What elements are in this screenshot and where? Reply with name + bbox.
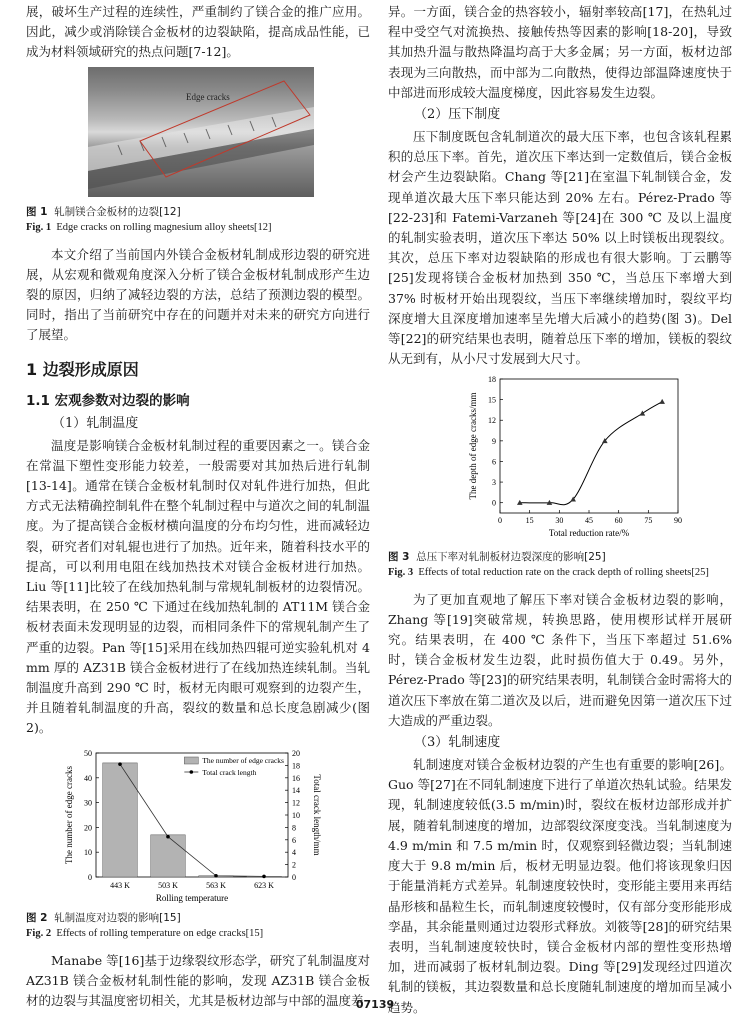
intro-paragraph: 本文介绍了当前国内外镁合金板材轧制成形边裂的研究进展，从宏观和微观角度深入分析了镁合金板材轧制成形产生边裂的原因，归纳了减轻边裂的方法，总结了预测边裂的模型。同时，指出了当前研究中存在的问题并对未来的研究方向进行了展望。 <box>26 246 370 343</box>
y2-tick-label: 20 <box>292 748 300 758</box>
figure-1-caption-cn: 图 1 轧制镁合金板材的边裂[12] <box>26 205 181 218</box>
bar <box>103 763 138 877</box>
y2-tick-label: 10 <box>292 810 300 820</box>
line-point <box>166 835 170 839</box>
zhang-paragraph: 为了更加直观地了解压下率对镁合金板材边裂的影响，Zhang 等[19]突破常规，转换思路，使用楔形试样开展研究。结果表明，在 400 ℃ 条件下，当压下率超过 51.6% 时，镁合金板材发生边裂，此时损伤值大于 0.49。另外，Pérez-Prado 等[23]的研究结果表明，轧制镁合金时需将大的道次压下率放在第二道次及以后，进而避免因第一道次压下过大造成的严重边裂。 <box>388 591 732 728</box>
temperature-paragraph: 温度是影响镁合金板材轧制过程的重要因素之一。镁合金在常温下塑性变形能力较差，一般需要对其加热后进行轧制[13-14]。通常在镁合金板材轧制时仅对轧件进行加热，但此方式无法精确控制轧件在整个轧制过程中与道次之间的轧制温度。为了提高镁合金板材横向温度的分布均匀性，进而减轻边裂，研究者们对轧辊也进行了加热。近年来，随着科技水平的提高，可以利用电阻在线加热技术对镁合金板材进行加热。Liu 等[11]比较了在线加热轧制与常规轧制板材的边裂情况。结果表明，在 250 ℃ 下通过在线加热轧制的 AT11M 镁合金板材表面未发现明显的边裂，而相同条件下的常规轧制产生了严重的边裂。Pan 等[15]采用在线加热四辊可逆实验轧机对 4 mm 厚的 AZ31B 镁合金板材进行了在线加热连续轧制。当轧制温度升高到 290 ℃ 时，板材无肉眼可观察到的边裂产生，并且随着轧制温度的升高，裂纹的数量和总长度急剧减少(图 2)。 <box>26 437 370 736</box>
right-column <box>388 0 732 1018</box>
subheading-rolling-temperature: （1）轧制温度 <box>52 415 139 431</box>
line-point <box>214 874 218 878</box>
left-column <box>26 0 370 1011</box>
subheading-rolling-speed: （3）轧制速度 <box>414 735 501 751</box>
x-tick-label: 443 K <box>110 880 130 890</box>
x-axis-label: Total reduction rate/% <box>548 528 630 539</box>
y-tick-label: 30 <box>84 798 92 808</box>
data-point <box>640 411 646 416</box>
y2-tick-label: 4 <box>292 847 296 857</box>
x-tick-label: 90 <box>674 516 682 526</box>
legend-line-label: Total crack length <box>202 767 257 777</box>
x-tick-label: 75 <box>644 516 653 526</box>
legend-bar-label: The number of edge cracks <box>202 755 284 765</box>
y-tick-label: 9 <box>492 437 496 447</box>
figure-2 <box>26 745 370 941</box>
y-tick-label: 12 <box>488 416 496 426</box>
y2-tick-label: 18 <box>292 761 300 771</box>
y-tick-label: 0 <box>88 872 92 882</box>
y-tick-label: 50 <box>84 748 92 758</box>
y2-tick-label: 6 <box>292 835 296 845</box>
legend-line-marker <box>190 770 194 774</box>
figure-2-caption-en: Fig. 2 Effects of rolling temperature on edge cracks[15] <box>26 927 264 939</box>
reduction-paragraph: 压下制度既包含轧制道次的最大压下率，也包含该轧程累积的总压下率。首先，道次压下率达到一定数值后，镁合金板材会产生边裂缺陷。Chang 等[21]在室温下轧制镁合金，发现单道次最大压下率只能达到 20% 左右。Pérez-Prado 等[22-23]和 Fatemi-Varzaneh 等[24]在 300 ℃ 及以上温度的轧制实验表明，道次压下率达 50% 以上时镁板出现裂纹。其次，总压下率对边裂缺陷的形成也有很大影响。丁云鹏等[25]发现将镁合金板材加热到 350 ℃，当总压下率增大到 37% 时板材开始出现裂纹，当压下率继续增加时，裂纹平均深度增大且深度增加速率呈先增大后减小的趋势(图 3)。Del 等[22]的研究结果也表明，随着总压下率的增加，镁板的裂纹从无到有，从小尺寸发展到大尺寸。 <box>388 129 732 367</box>
fit-curve <box>520 402 662 505</box>
x-tick-label: 45 <box>585 516 593 526</box>
page-number: 07139 <box>355 998 395 1011</box>
y-tick-label: 18 <box>488 375 496 385</box>
y2-tick-label: 16 <box>292 773 300 783</box>
y2-tick-label: 14 <box>292 785 300 795</box>
subheading-reduction-schedule: （2）压下制度 <box>414 107 501 123</box>
edge-cracks-label: Edge cracks <box>186 91 230 102</box>
figure-3 <box>388 373 732 579</box>
edge-crack-photo-overlay <box>88 67 314 197</box>
x-tick-label: 15 <box>525 516 534 526</box>
x-tick-label: 0 <box>498 516 502 526</box>
y-tick-label: 6 <box>492 457 496 467</box>
x-tick-label: 60 <box>614 516 623 526</box>
right-top-paragraph: 异。一方面，镁合金的热容较小，辐射率较高[17]，在热轧过程中受空气对流换热、接触传热等因素的影响[18-20]，导致其加热升温与散热降温均高于大多金属；另一方面，板材边部表现为三向散热，而中部为二向散热，使得边部温降速度快于中部进而形成较大温度梯度，因此容易发生边裂。 <box>388 4 732 100</box>
y-tick-label: 20 <box>84 823 92 833</box>
y-tick-label: 15 <box>488 396 496 406</box>
y-axis-label: The number of edge cracks <box>64 765 74 864</box>
y-tick-label: 3 <box>492 478 496 488</box>
section-1-1-heading: 1.1 宏观参数对边裂的影响 <box>26 392 190 409</box>
y2-tick-label: 8 <box>292 823 296 833</box>
y2-tick-label: 0 <box>292 872 296 882</box>
figure-2-caption-cn: 图 2 轧制温度对边裂的影响[15] <box>26 911 181 924</box>
chart-crack-depth-vs-reduction <box>388 373 732 543</box>
line-point <box>118 762 122 766</box>
x-tick-label: 623 K <box>254 880 274 890</box>
line-point <box>262 874 266 878</box>
y2-tick-label: 2 <box>292 860 296 870</box>
chart-edge-cracks-vs-temperature <box>26 745 370 905</box>
y2-axis-label: Total crack length/mm <box>312 774 322 856</box>
series-line-total-crack-length <box>120 764 264 876</box>
y-tick-label: 10 <box>84 847 92 857</box>
figure-1 <box>26 67 370 235</box>
bar <box>151 835 186 877</box>
y2-tick-label: 12 <box>292 798 300 808</box>
data-point <box>659 399 665 404</box>
x-axis-label: Rolling temperature <box>155 892 229 903</box>
section-1-heading: 1 边裂形成原因 <box>26 359 139 379</box>
legend-bar-swatch <box>184 757 198 764</box>
plot-frame <box>500 379 678 513</box>
y-tick-label: 40 <box>84 773 92 783</box>
y-axis-label: The depth of edge cracks/mm <box>468 392 478 500</box>
y-tick-label: 0 <box>492 499 496 509</box>
x-tick-label: 563 K <box>206 880 226 890</box>
manabe-paragraph: Manabe 等[16]基于边缘裂纹形态学，研究了轧制温度对 AZ31B 镁合金板材轧制性能的影响，发现 AZ31B 镁合金板材的边裂与其温度密切相关，尤其是板材边部与中部的温度差 <box>26 952 370 1009</box>
figure-3-caption-en: Fig. 3 Effects of total reduction rate on the crack depth of rolling sheets[25] <box>388 566 709 578</box>
x-tick-label: 503 K <box>158 880 178 890</box>
figure-1-caption-en: Fig. 1 Edge cracks on rolling magnesium alloy sheets[12] <box>26 221 272 233</box>
figure-3-caption-cn: 图 3 总压下率对轧制板材边裂深度的影响[25] <box>388 550 606 563</box>
intro-top-paragraph: 展，破坏生产过程的连续性，严重制约了镁合金的推广应用。因此，减少或消除镁合金板材的边裂缺陷，提高成品性能，已成为材料领域研究的热点问题[7-12]。 <box>26 4 370 60</box>
edge-crack-photo <box>88 67 314 197</box>
speed-paragraph: 轧制速度对镁合金板材边裂的产生也有重要的影响[26]。Guo 等[27]在不同轧制速度下进行了单道次热轧试验。结果发现，轧制速度较低(3.5 m/min)时，裂纹在板材边部形成并扩展，随着轧制速度的增加，边部裂纹深度变浅。当轧制速度为 4.9 m/min 和 7.5 m/min 时，仅观察到轻微边裂；当轧制速度大于 9.8 m/min 后，板材无明显边裂。他们将该现象归因于能量消耗方式差异。轧制速度较快时，变形能主要用来再结晶形核和晶粒生长，而轧制速度较慢时，仅有部分变形能形成孪晶，其余能量则通过边裂形式释放。刘筱等[28]的研究结果表明，当轧制速度较快时，镁合金板材内部的塑性变形热增加，进而减弱了板材轧制边裂。Ding 等[29]发现经过四道次轧制的镁板，其边裂数量和总长度随轧制速度的增加而呈减小趋势。 <box>388 757 732 1015</box>
x-tick-label: 30 <box>555 516 564 526</box>
